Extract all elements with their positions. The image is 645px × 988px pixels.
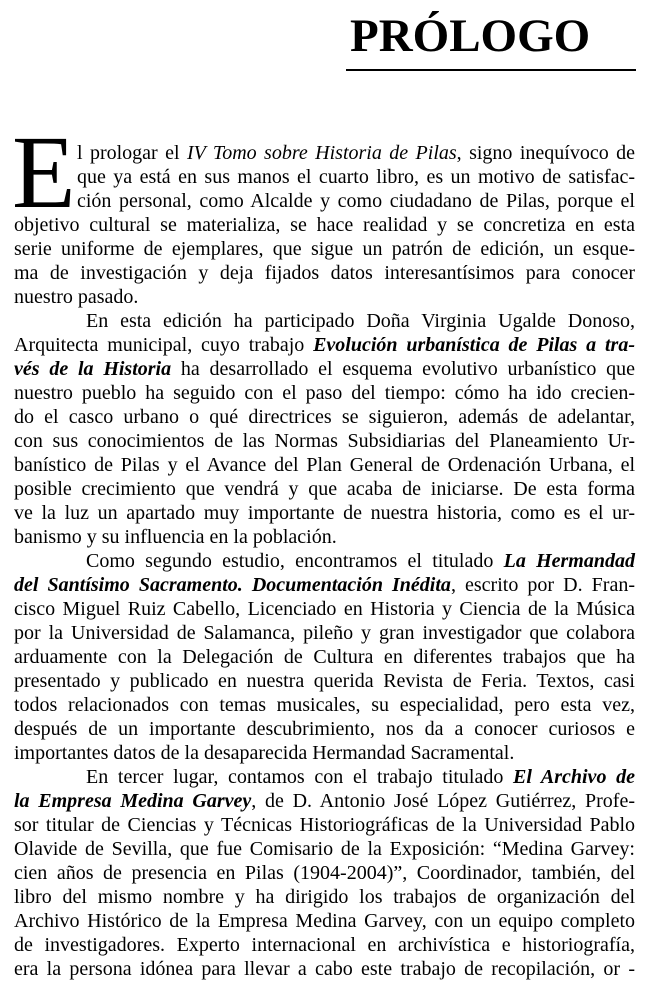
text-segment: Arquitecta municipal, cuyo trabajo (14, 334, 314, 356)
text-segment: ma de investigación y deja fijados datos interesantísimos para conocer (14, 262, 635, 284)
text-line (14, 237, 635, 261)
text-segment: cisco Miguel Ruiz Cabello, Licenciado en Historia y Ciencia de la Música (14, 598, 635, 620)
page-title: PRÓLOGO (350, 10, 591, 62)
text-line (14, 213, 635, 237)
text-line (14, 957, 635, 981)
text-segment: arduamente con la Delegación de Cultura en diferentes trabajos que ha (14, 646, 635, 668)
work-title-text: La Hermandad (503, 550, 635, 572)
text-line (14, 645, 635, 669)
text-line (14, 333, 635, 357)
text-segment: era la persona idónea para llevar a cabo este trabajo de recopilación, or - (14, 958, 635, 980)
text-segment: Archivo Histórico de la Empresa Medina Garvey, con un equipo completo (14, 910, 635, 932)
text-segment: ha desarrollado el esquema evolutivo urbanístico que (171, 358, 635, 380)
prologue-body-text (14, 141, 635, 981)
text-segment: l prologar el (77, 142, 187, 164)
text-line (14, 381, 635, 405)
text-line (14, 621, 635, 645)
text-line (14, 525, 635, 549)
text-segment: que ya está en sus manos el cuarto libro, es un motivo de satisfac- (77, 166, 635, 188)
text-line (14, 741, 635, 765)
text-line (14, 477, 635, 501)
text-segment: do el casco urbano o qué directrices se siguieron, además de adelantar, (14, 406, 635, 428)
text-segment: cien años de presencia en Pilas (1904-2004)”, Coordinador, también, del (14, 862, 635, 884)
text-line (14, 813, 635, 837)
text-segment: objetivo cultural se materializa, se hace realidad y se concretiza en esta (14, 214, 635, 236)
text-segment: todos relacionados con temas musicales, su especialidad, pero esta vez, (14, 694, 635, 716)
text-line (14, 765, 635, 789)
text-segment: En esta edición ha participado Doña Virginia Ugalde Donoso, (86, 310, 635, 332)
text-line (14, 861, 635, 885)
text-segment: banístico de Pilas y el Avance del Plan General de Ordenación Urbana, el (14, 454, 635, 476)
work-title-text: vés de la Historia (14, 358, 172, 380)
title-underline-rule (346, 69, 636, 71)
paragraph (14, 765, 635, 981)
text-segment: En tercer lugar, contamos con el trabajo titulado (86, 766, 514, 788)
text-line (14, 933, 635, 957)
text-line (14, 597, 635, 621)
text-segment: , de D. Antonio José López Gutiérrez, Profe- (251, 790, 635, 812)
text-segment: importantes datos de la desaparecida Hermandad Sacramental. (14, 742, 515, 764)
text-segment: nuestro pueblo ha seguido con el paso del tiempo: cómo ha ido crecien- (14, 382, 635, 404)
text-segment: Como segundo estudio, encontramos el titulado (86, 550, 504, 572)
text-segment: de investigadores. Experto internacional en archivística e historiografía, (14, 934, 635, 956)
text-segment: con sus conocimientos de las Normas Subsidiarias del Planeamiento Ur- (14, 430, 635, 452)
text-segment: sor titular de Ciencias y Técnicas Historiográficas de la Universidad Pablo (14, 814, 635, 836)
paragraph (14, 141, 635, 309)
text-line (14, 669, 635, 693)
text-line (14, 165, 635, 189)
text-segment: posible crecimiento que vendrá y que acaba de iniciarse. De esta forma (14, 478, 635, 500)
text-segment: por la Universidad de Salamanca, pileño y gran investigador que colabora (14, 622, 635, 644)
text-line (14, 573, 635, 597)
text-line (14, 909, 635, 933)
text-segment: Olavide de Sevilla, que fue Comisario de la Exposición: “Medina Garvey: (14, 838, 635, 860)
text-line (14, 285, 635, 309)
text-line (14, 261, 635, 285)
drop-cap-initial: E (12, 115, 76, 230)
text-line (14, 189, 635, 213)
text-line (14, 501, 635, 525)
work-title-text: El Archivo de (513, 766, 635, 788)
text-segment: libro del mismo nombre y ha dirigido los trabajos de organización del (14, 886, 635, 908)
text-segment: banismo y su influencia en la población. (14, 526, 337, 548)
text-line (14, 717, 635, 741)
text-line (14, 357, 635, 381)
paragraph (14, 549, 635, 765)
work-title-text: del Santísimo Sacramento. Documentación Inédita (14, 574, 451, 596)
text-line (14, 309, 635, 333)
text-line (14, 549, 635, 573)
text-line (14, 405, 635, 429)
text-segment: serie uniforme de ejemplares, que sigue un patrón de edición, un esque- (14, 238, 635, 260)
text-segment: presentado y publicado en nuestra querida Revista de Feria. Textos, casi (14, 670, 635, 692)
text-line (14, 789, 635, 813)
text-line (14, 453, 635, 477)
text-segment: , signo inequívoco de (456, 142, 635, 164)
text-segment: nuestro pasado. (14, 286, 139, 308)
work-title-text: Evolución urbanística de Pilas a tra- (313, 334, 635, 356)
text-segment: ve la luz un apartado muy importante de nuestra historia, como es el ur- (14, 502, 635, 524)
work-title-text: la Empresa Medina Garvey (14, 790, 252, 812)
text-segment: después de un importante descubrimiento, nos da a conocer curiosos e (14, 718, 635, 740)
text-segment: , escrito por D. Fran- (450, 574, 635, 596)
text-line (14, 429, 635, 453)
text-line (14, 885, 635, 909)
text-line (14, 141, 635, 165)
text-line (14, 837, 635, 861)
text-line (14, 693, 635, 717)
work-title-text: IV Tomo sobre Historia de Pilas (186, 142, 457, 164)
text-segment: ción personal, como Alcalde y como ciudadano de Pilas, porque el (77, 190, 635, 212)
paragraph (14, 309, 635, 549)
